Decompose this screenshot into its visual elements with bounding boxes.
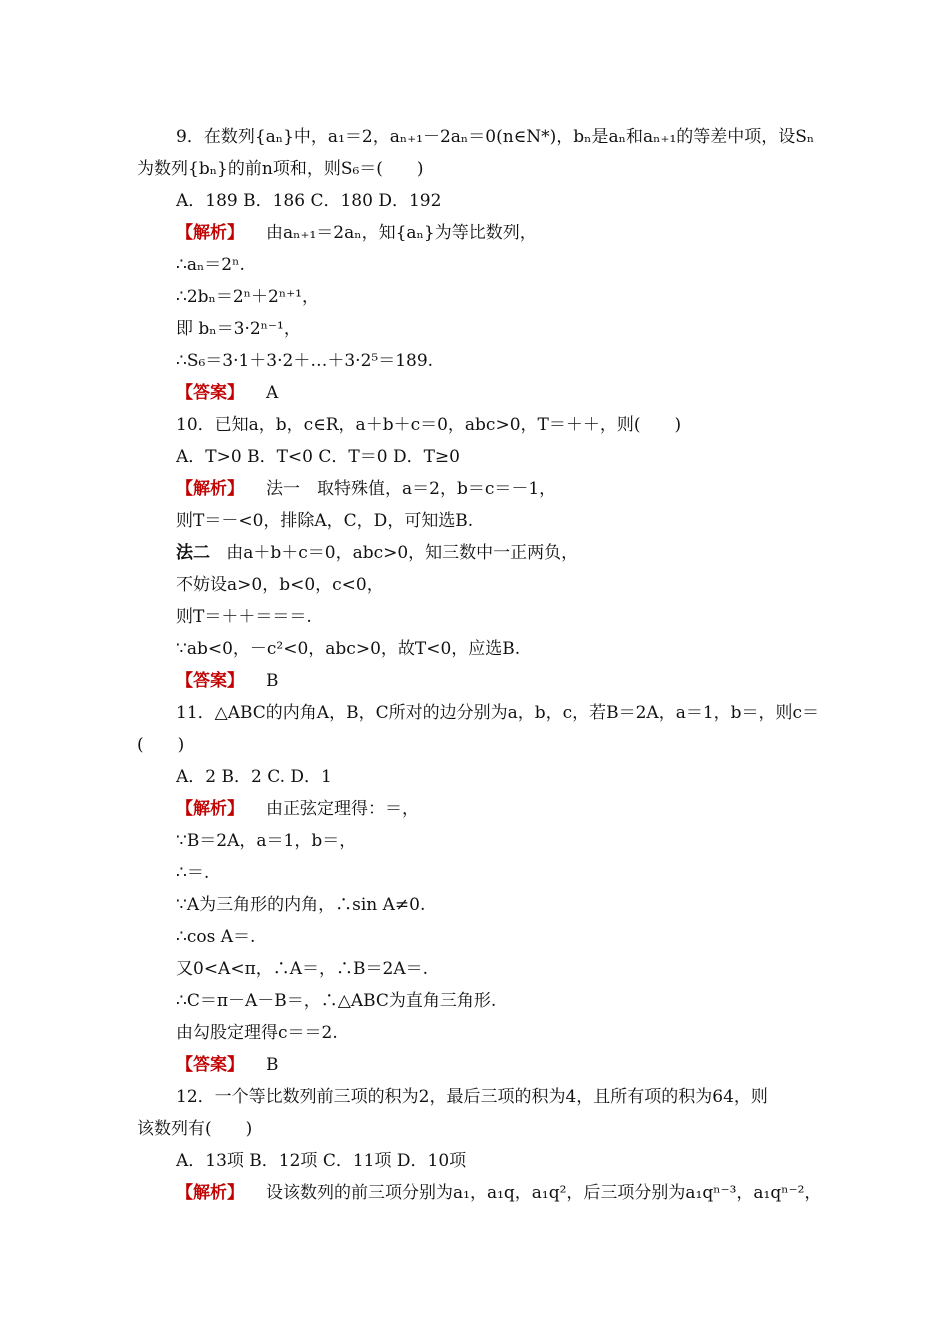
q9-analysis-line-2: ∴aₙ＝2ⁿ. — [176, 255, 245, 275]
q10-options: A．T>0 B．T<0 C．T＝0 D．T≥0 — [176, 447, 460, 467]
q9-stem-line-2: 为数列{bₙ}的前n项和，则S₆＝( ) — [137, 159, 424, 179]
answer-tag: 【答案】 — [176, 1055, 244, 1075]
q11-analysis-line-8: 由勾股定理得c＝＝2. — [176, 1023, 338, 1043]
analysis-tag: 【解析】 — [176, 223, 244, 243]
q10-analysis-line-3: 法二 由a＋b＋c＝0，abc>0，知三数中一正两负， — [176, 543, 579, 563]
q11-stem-line-1: 11．△ABC的内角A，B，C所对的边分别为a，b，c，若B＝2A，a＝1，b＝，则c＝ — [176, 703, 820, 723]
q9-analysis-line-4: 即 bₙ＝3·2ⁿ⁻¹， — [176, 319, 301, 339]
q11-analysis-line-6: 又0<A<π，∴A＝，∴B＝2A＝. — [176, 959, 429, 979]
q10-analysis-line-2: 则T＝－<0，排除A，C，D，可知选B. — [176, 511, 474, 531]
q9-stem-line-1: 9．在数列{aₙ}中，a₁＝2，aₙ₊₁－2aₙ＝0(n∈N*)，bₙ是aₙ和aₙ₊₁的等差中项，设Sₙ — [176, 127, 815, 147]
q9-analysis-line-1: 【解析】 由aₙ₊₁＝2aₙ，知{aₙ}为等比数列， — [176, 223, 537, 243]
q12-options: A．13项 B．12项 C．11项 D．10项 — [176, 1151, 467, 1171]
q11-analysis-line-5: ∴cos A＝. — [176, 927, 256, 947]
q10-analysis-line-1: 【解析】 法一 取特殊值，a＝2，b＝c＝－1， — [176, 479, 557, 499]
q10-analysis-line-4: 不妨设a>0，b<0，c<0， — [176, 575, 384, 595]
analysis-tag: 【解析】 — [176, 479, 244, 499]
q9-answer: 【答案】 A — [176, 383, 279, 403]
q11-analysis-line-3: ∴＝. — [176, 863, 210, 883]
answer-tag: 【答案】 — [176, 383, 244, 403]
q9-options: A．189 B．186 C．180 D．192 — [176, 191, 442, 211]
q10-analysis-line-6: ∵ab<0，－c²<0，abc>0，故T<0，应选B. — [176, 639, 521, 659]
q11-analysis-line-4: ∵A为三角形的内角，∴sin A≠0. — [176, 895, 426, 915]
analysis-tag: 【解析】 — [176, 1183, 244, 1203]
q12-stem-line-2: 该数列有( ) — [137, 1119, 253, 1139]
q12-analysis-line-1: 【解析】 设该数列的前三项分别为a₁，a₁q，a₁q²，后三项分别为a₁qⁿ⁻³，a₁qⁿ⁻²， — [176, 1183, 822, 1203]
analysis-tag: 【解析】 — [176, 799, 244, 819]
q9-analysis-line-3: ∴2bₙ＝2ⁿ＋2ⁿ⁺¹， — [176, 287, 319, 307]
q11-analysis-line-7: ∴C＝π－A－B＝，∴△ABC为直角三角形. — [176, 991, 497, 1011]
q11-stem-line-2: ( ) — [137, 735, 185, 755]
q12-stem-line-1: 12．一个等比数列前三项的积为2，最后三项的积为4，且所有项的积为64，则 — [176, 1087, 768, 1107]
q10-analysis-line-5: 则T＝＋＋＝＝＝. — [176, 607, 312, 627]
q10-stem: 10．已知a，b，c∈R，a＋b＋c＝0，abc>0，T＝＋＋，则( ) — [176, 415, 682, 435]
q11-options: A．2 B．2 C. D．1 — [176, 767, 332, 787]
answer-tag: 【答案】 — [176, 671, 244, 691]
q11-analysis-line-1: 【解析】 由正弦定理得：＝， — [176, 799, 419, 819]
q11-analysis-line-2: ∵B＝2A，a＝1，b＝， — [176, 831, 357, 851]
q9-analysis-line-5: ∴S₆＝3·1＋3·2＋…＋3·2⁵＝189. — [176, 351, 434, 371]
method2-label: 法二 — [176, 543, 210, 563]
q10-answer: 【答案】 B — [176, 671, 279, 691]
q11-answer: 【答案】 B — [176, 1055, 279, 1075]
